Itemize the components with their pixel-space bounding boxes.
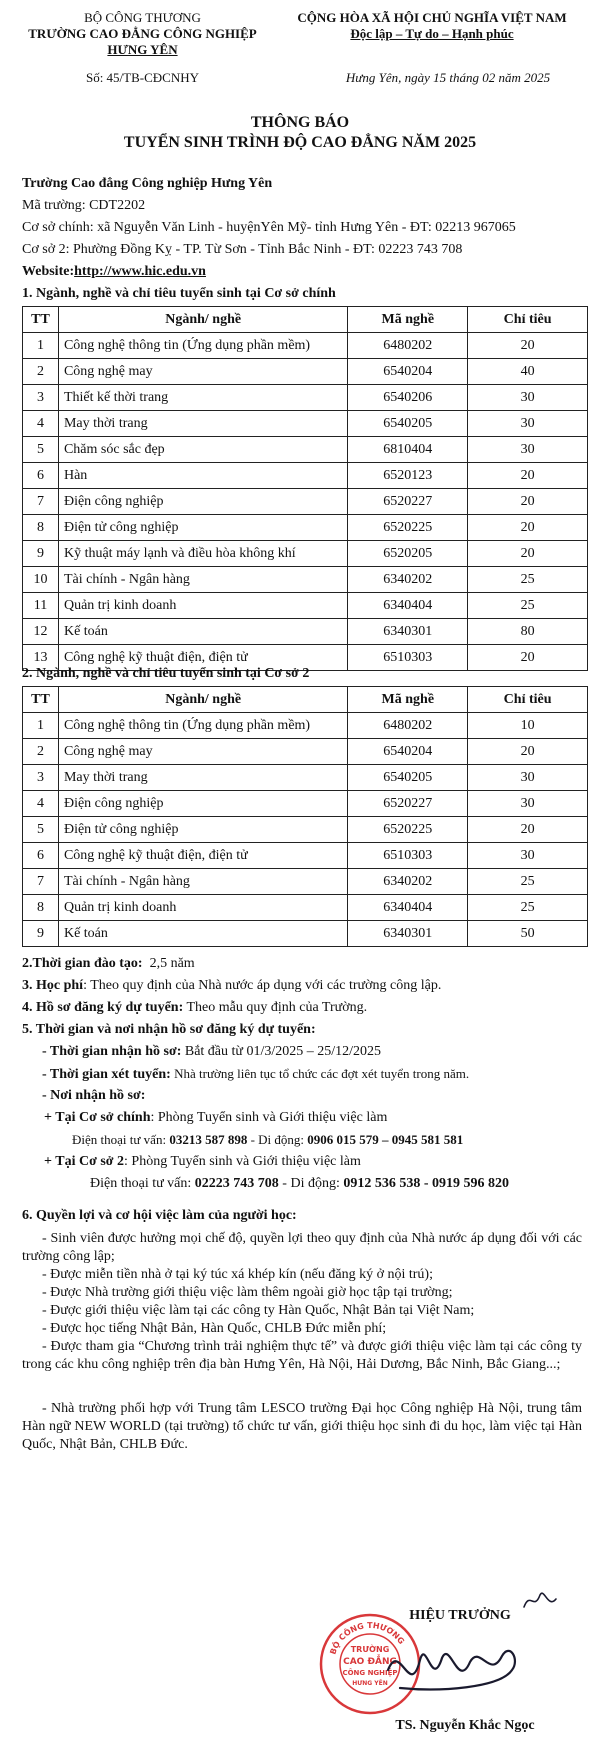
table-row: [23, 385, 588, 411]
cell-tt: 13: [23, 645, 59, 671]
cell-major: Quản trị kinh doanh: [58, 895, 347, 921]
table-row: [23, 817, 588, 843]
seal-line-2: CAO ĐẲNG: [343, 1657, 397, 1667]
table-row: [23, 765, 588, 791]
cell-code: 6520227: [348, 489, 468, 515]
cell-tt: 12: [23, 619, 59, 645]
cell-code: 6540204: [348, 739, 468, 765]
main-mobile: 0906 015 579 – 0945 581 581: [307, 1132, 464, 1147]
table-row: [23, 437, 588, 463]
review-time: [42, 1066, 469, 1083]
receive-time: [42, 1044, 381, 1060]
cell-tt: 6: [23, 463, 59, 489]
cell-major: Quản trị kinh doanh: [58, 593, 347, 619]
cell-quota: 30: [468, 437, 588, 463]
header-code: Mã nghề: [348, 307, 468, 333]
cell-quota: 20: [468, 645, 588, 671]
school-name: Trường Cao đẳng Công nghiệp Hưng Yên: [22, 176, 273, 191]
website-link[interactable]: http://www.hic.edu.vn: [74, 264, 206, 279]
header-quota: Chỉ tiêu: [468, 307, 588, 333]
cell-quota: 25: [468, 869, 588, 895]
cell-quota: 10: [468, 713, 588, 739]
cell-major: Công nghệ may: [58, 359, 347, 385]
table-row: [23, 333, 588, 359]
table-row: [23, 921, 588, 947]
cell-code: 6510303: [348, 645, 468, 671]
cell-code: 6520123: [348, 463, 468, 489]
cell-major: Chăm sóc sắc đẹp: [58, 437, 347, 463]
cell-code: 6540204: [348, 359, 468, 385]
cell-code: 6540205: [348, 411, 468, 437]
cell-code: 6340404: [348, 895, 468, 921]
benefit-paragraph-1: - Sinh viên được hưởng mọi chế độ, quyền lợi theo quy định của Nhà nước áp dụng đối với các trường công lập;: [22, 1231, 582, 1264]
fee-value: : Theo quy định của Nhà nước áp dụng với các trường công lập.: [83, 978, 442, 993]
c2-place-label: + Tại Cơ sở 2: [44, 1154, 125, 1169]
cell-code: 6340301: [348, 921, 468, 947]
cell-tt: 2: [23, 739, 59, 765]
c2-mobile-label: - Di động:: [278, 1176, 344, 1191]
document-subtitle: TUYỂN SINH TRÌNH ĐỘ CAO ĐẲNG NĂM 2025: [123, 134, 477, 151]
seal-line-1: TRƯỜNG: [350, 1645, 390, 1654]
cell-code: 6480202: [348, 713, 468, 739]
tuition-fee: [22, 978, 441, 994]
cell-quota: 30: [468, 791, 588, 817]
header-tt: TT: [23, 307, 59, 333]
cell-quota: 30: [468, 843, 588, 869]
cell-quota: 20: [468, 817, 588, 843]
cell-quota: 80: [468, 619, 588, 645]
benefit-paragraph-2: - Được miễn tiền nhà ở tại ký túc xá khép kín (nếu đăng ký ở nội trú);: [42, 1267, 433, 1282]
cell-tt: 5: [23, 817, 59, 843]
campus2-phones: [90, 1176, 509, 1192]
cell-code: 6520225: [348, 515, 468, 541]
table-row: [23, 739, 588, 765]
table-row: [23, 489, 588, 515]
section2-heading: 2. Ngành, nghề và chỉ tiêu tuyển sinh tại Cơ sở 2: [22, 666, 310, 681]
main-place-label: + Tại Cơ sở chính: [44, 1110, 151, 1125]
cell-major: Thiết kế thời trang: [58, 385, 347, 411]
issuer-block: [10, 10, 275, 58]
table-header-row: [23, 307, 588, 333]
cell-major: Điện tử công nghiệp: [58, 515, 347, 541]
duration-value: 2,5 năm: [149, 956, 195, 971]
initial-flourish: [520, 1585, 560, 1615]
table-row: [23, 359, 588, 385]
place-label: - Nơi nhận hồ sơ:: [42, 1088, 146, 1103]
receive-time-value: Bắt đầu từ 01/3/2025 – 25/12/2025: [181, 1044, 382, 1059]
cell-major: Tài chính - Ngân hàng: [58, 869, 347, 895]
cell-tt: 2: [23, 359, 59, 385]
cell-major: Kế toán: [58, 619, 347, 645]
table-header-row: [23, 687, 588, 713]
main-campus-address: Cơ sở chính: xã Nguyễn Văn Linh - huyệnYên Mỹ- tỉnh Hưng Yên - ĐT: 02213 967065: [22, 220, 516, 235]
cell-quota: 30: [468, 765, 588, 791]
cell-code: 6520205: [348, 541, 468, 567]
cell-major: Hàn: [58, 463, 347, 489]
benefit-paragraph-3: - Được Nhà trường giới thiệu việc làm thêm ngoài giờ học tập tại trường;: [42, 1285, 453, 1300]
seal-ring-text: BỘ CÔNG THƯƠNG: [328, 1620, 407, 1656]
section1-heading: 1. Ngành, nghề và chỉ tiêu tuyển sinh tại Cơ sở chính: [22, 286, 336, 301]
cell-code: 6340202: [348, 869, 468, 895]
website-line: [22, 264, 206, 280]
header-code: Mã nghề: [348, 687, 468, 713]
dossier-label: 4. Hồ sơ đăng ký dự tuyển:: [22, 1000, 184, 1015]
cell-quota: 25: [468, 593, 588, 619]
cell-quota: 20: [468, 489, 588, 515]
table-row: [23, 713, 588, 739]
cell-code: 6340404: [348, 593, 468, 619]
benefit-paragraph-5: - Được học tiếng Nhật Bản, Hàn Quốc, CHLB Đức miễn phí;: [42, 1321, 387, 1336]
cell-tt: 3: [23, 385, 59, 411]
cell-major: Điện tử công nghiệp: [58, 817, 347, 843]
cell-tt: 9: [23, 541, 59, 567]
campus2-place: [44, 1154, 361, 1170]
cell-major: Kỹ thuật máy lạnh và điều hòa không khí: [58, 541, 347, 567]
handwritten-signature: [380, 1630, 530, 1710]
benefit-paragraph-7: - Nhà trường phối hợp với Trung tâm LESCO trường Đại học Công nghiệp Hà Nội, trung tâm Hàn ngữ NEW WORLD (tại trường) tổ chức tư vấn, giới thiệu học sinh đi du học, làm việc tại Hàn Quốc, Nhật Bản, CHLB Đức.: [22, 1401, 582, 1452]
cell-major: Kế toán: [58, 921, 347, 947]
fee-label: 3. Học phí: [22, 978, 84, 993]
cell-tt: 11: [23, 593, 59, 619]
cell-quota: 25: [468, 895, 588, 921]
nation-name: CỘNG HÒA XÃ HỘI CHỦ NGHĨA VIỆT NAM: [297, 10, 567, 25]
table-row: [23, 567, 588, 593]
table-row: [23, 515, 588, 541]
header-major: Ngành/ nghề: [58, 687, 347, 713]
cell-code: 6520225: [348, 817, 468, 843]
table-row: [23, 619, 588, 645]
cell-tt: 8: [23, 895, 59, 921]
main-mobile-label: - Di động:: [247, 1132, 308, 1147]
cell-quota: 25: [468, 567, 588, 593]
website-label: Website:: [22, 264, 75, 279]
time-place-heading: 5. Thời gian và nơi nhận hồ sơ đăng ký dự tuyển:: [22, 1022, 316, 1037]
table-row: [23, 463, 588, 489]
school-code: Mã trường: CDT2202: [22, 198, 146, 213]
cell-code: 6540206: [348, 385, 468, 411]
cell-tt: 7: [23, 489, 59, 515]
c2-mobile: 0912 536 538 - 0919 596 820: [343, 1176, 510, 1191]
c2-place-value: : Phòng Tuyển sinh và Giới thiệu việc làm: [124, 1154, 361, 1169]
table-row: [23, 541, 588, 567]
main-place-value: : Phòng Tuyển sinh và Giới thiệu việc làm: [150, 1110, 388, 1125]
main-campus-place: [44, 1110, 387, 1126]
cell-code: 6510303: [348, 843, 468, 869]
cell-quota: 20: [468, 515, 588, 541]
main-phone: 03213 587 898: [169, 1132, 248, 1147]
main-campus-phones: [72, 1132, 463, 1148]
cell-code: 6340301: [348, 619, 468, 645]
dossier-value: Theo mẫu quy định của Trường.: [183, 1000, 368, 1015]
review-time-value: Nhà trường liên tục tổ chức các đợt xét tuyển trong năm.: [170, 1066, 470, 1081]
cell-code: 6520227: [348, 791, 468, 817]
document-title: THÔNG BÁO: [250, 114, 350, 131]
cell-quota: 30: [468, 411, 588, 437]
cell-tt: 8: [23, 515, 59, 541]
table-row: [23, 593, 588, 619]
cell-major: Công nghệ thông tin (Ứng dụng phần mềm): [58, 333, 347, 359]
cell-tt: 10: [23, 567, 59, 593]
main-campus-table: [22, 306, 588, 671]
cell-code: 6480202: [348, 333, 468, 359]
c2-phone-label: Điện thoại tư vấn:: [90, 1176, 195, 1191]
cell-tt: 1: [23, 713, 59, 739]
table-row: [23, 411, 588, 437]
seal-line-4: HƯNG YÊN: [352, 1680, 388, 1687]
cell-quota: 30: [468, 385, 588, 411]
cell-tt: 3: [23, 765, 59, 791]
cell-quota: 20: [468, 541, 588, 567]
application-dossier: [22, 1000, 367, 1016]
table-row: [23, 843, 588, 869]
nation-motto: Độc lập – Tự do – Hạnh phúc: [350, 26, 514, 41]
nation-block: [268, 10, 596, 42]
document-number: Số: 45/TB-CĐCNHY: [85, 70, 200, 85]
cell-tt: 9: [23, 921, 59, 947]
cell-major: Công nghệ kỹ thuật điện, điện tử: [58, 843, 347, 869]
cell-quota: 20: [468, 739, 588, 765]
duration-label: 2.Thời gian đào tạo:: [22, 956, 143, 971]
benefit-paragraph-6: - Được tham gia “Chương trình trải nghiệm thực tế” và được giới thiệu việc làm tại các công ty trong các khu công nghiệp trên địa bàn Hưng Yên, Hà Nội, Hải Dương, Bắc Ninh, Bắc Giang...;: [22, 1339, 582, 1372]
signatory-name: TS. Nguyễn Khắc Ngọc: [395, 1718, 535, 1733]
cell-quota: 50: [468, 921, 588, 947]
cell-code: 6340202: [348, 567, 468, 593]
cell-quota: 40: [468, 359, 588, 385]
school-name-header: TRƯỜNG CAO ĐẲNG CÔNG NGHIỆP: [28, 26, 257, 41]
signatory-title: HIỆU TRƯỞNG: [409, 1608, 511, 1623]
cell-quota: 20: [468, 333, 588, 359]
cell-major: Công nghệ may: [58, 739, 347, 765]
header-tt: TT: [23, 687, 59, 713]
cell-tt: 7: [23, 869, 59, 895]
cell-major: May thời trang: [58, 411, 347, 437]
campus2-table: [22, 686, 588, 947]
date-line: Hưng Yên, ngày 15 tháng 02 năm 2025: [345, 70, 551, 85]
header-quota: Chỉ tiêu: [468, 687, 588, 713]
cell-tt: 6: [23, 843, 59, 869]
ministry-name: BỘ CÔNG THƯƠNG: [84, 10, 201, 25]
cell-tt: 4: [23, 411, 59, 437]
header-major: Ngành/ nghề: [58, 307, 347, 333]
cell-major: Điện công nghiệp: [58, 489, 347, 515]
cell-quota: 20: [468, 463, 588, 489]
cell-tt: 1: [23, 333, 59, 359]
benefit-paragraph-4: - Được giới thiệu việc làm tại các công ty Hàn Quốc, Nhật Bản tại Việt Nam;: [42, 1303, 475, 1318]
review-time-label: - Thời gian xét tuyển:: [42, 1067, 171, 1082]
cell-major: May thời trang: [58, 765, 347, 791]
cell-code: 6540205: [348, 765, 468, 791]
table-row: [23, 869, 588, 895]
c2-phone: 02223 743 708: [194, 1176, 279, 1191]
table-row: [23, 895, 588, 921]
table-row: [23, 791, 588, 817]
benefits-heading: 6. Quyền lợi và cơ hội việc làm của người học:: [22, 1208, 297, 1223]
cell-major: Công nghệ thông tin (Ứng dụng phần mềm): [58, 713, 347, 739]
campus2-address: Cơ sở 2: Phường Đồng Kỵ - TP. Từ Sơn - Tỉnh Bắc Ninh - ĐT: 02223 743 708: [22, 242, 463, 257]
seal-line-3: CÔNG NGHIỆP: [342, 1669, 398, 1677]
cell-tt: 4: [23, 791, 59, 817]
province-name: HƯNG YÊN: [107, 42, 178, 57]
cell-code: 6810404: [348, 437, 468, 463]
training-duration: [22, 956, 195, 972]
cell-major: Công nghệ kỹ thuật điện, điện tử: [58, 645, 347, 671]
cell-major: Điện công nghiệp: [58, 791, 347, 817]
cell-tt: 5: [23, 437, 59, 463]
cell-major: Tài chính - Ngân hàng: [58, 567, 347, 593]
receive-time-label: - Thời gian nhận hồ sơ:: [42, 1044, 182, 1059]
main-phone-label: Điện thoại tư vấn:: [72, 1132, 170, 1147]
